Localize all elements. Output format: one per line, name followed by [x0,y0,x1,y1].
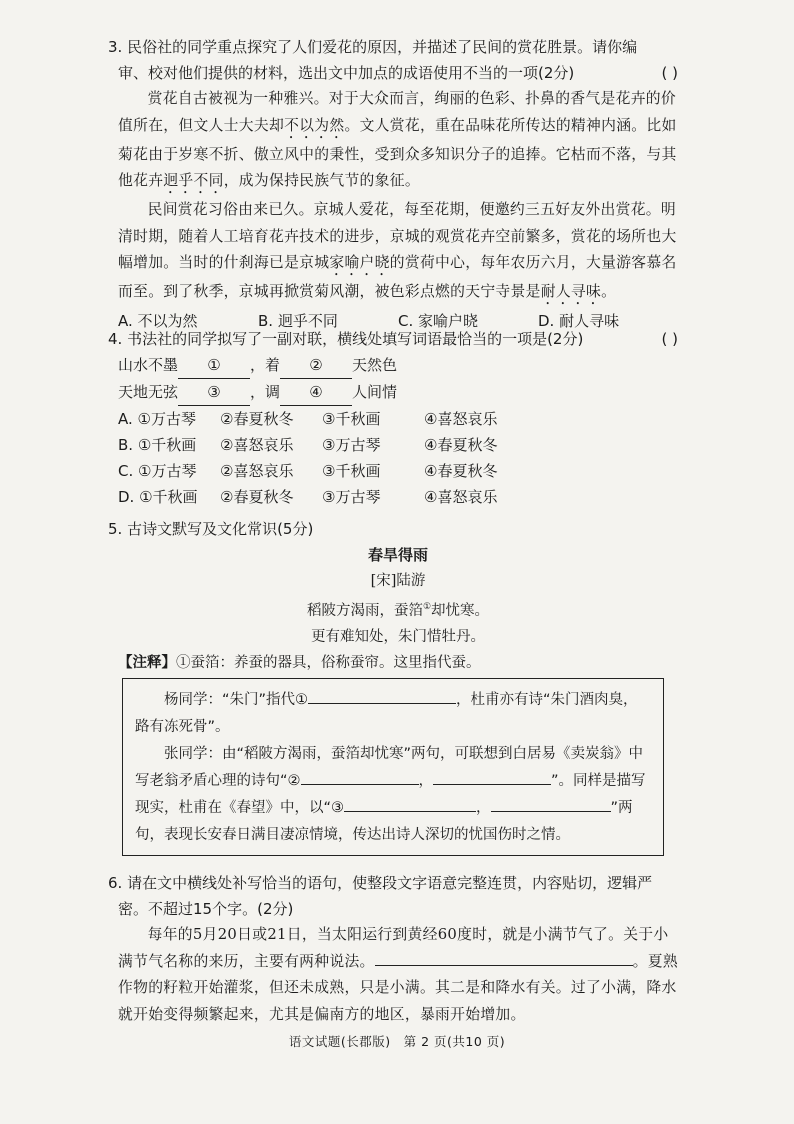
question-5 [108,516,678,676]
option-c[interactable]: C. ①万古琴 ②喜怒哀乐 ③千秋画 ④春夏秋冬 [118,462,498,480]
blank-1: ① [178,352,250,379]
dotted-idiom: 家喻户晓 [329,254,390,271]
answer-box [122,678,664,856]
passage-paragraph: 赏花自古被视为一种雅兴。对于大众而言，绚丽的色彩、扑鼻的香气是花卉的价值所在，但文人士大夫却不以为然。文人赏花，重在品味花所传达的精神内涵。比如菊花由于岁寒不折、傲立风中的秉性，受到众多知识分子的追捧。它枯而不落，与其他花卉迥乎不同，成为保持民族气节的象征。 [118,90,677,189]
option-a[interactable]: A. 不以为然 [118,312,198,330]
dotted-idiom: 耐人寻味 [540,283,602,300]
poem-title: 春旱得雨 [367,546,428,564]
footnote-marker: ① [422,602,432,612]
question-4-stem: ( ) 4. 书法社的同学拟写了一副对联，横线处填写词语最恰当的一项是(2分) [118,326,678,352]
blank-3: ③ [178,379,250,406]
option-b[interactable]: B. 迥乎不同 [258,312,338,330]
poem-author: [宋]陆游 [370,573,426,589]
option-b[interactable]: B. ①千秋画 ②喜怒哀乐 ③万古琴 ④春夏秋冬 [118,436,498,454]
question-4-options [118,406,678,510]
question-3 [108,34,678,334]
passage-paragraph: 民间赏花习俗由来已久。京城人爱花，每至花期，便邀约三五好友外出赏花。明清时期，随着人工培育花卉技术的进步，京城的观赏花卉空前繁多，赏花的场所也大幅增加。当时的什刹海已是京城家喻户晓的赏荷中心，每年农历六月，大量游客慕名而至。到了秋季，京城再掀赏菊风潮，被色彩点燃的天宁寺景是耐人寻味。 [118,201,677,300]
poem-line-2: 更有难知处，朱门惜牡丹。 [311,628,485,645]
poem-line-1: 稻陂方渴雨，蚕箔①却忧寒。 [306,602,490,619]
answer-paren: ( ) [661,64,678,82]
option-a[interactable]: A. ①万古琴 ②春夏秋冬 ③千秋画 ④喜怒哀乐 [118,410,498,428]
fill-blank-2a[interactable] [301,784,419,785]
question-6 [108,870,678,1028]
question-4 [108,326,678,510]
option-c[interactable]: C. 家喻户晓 [398,312,479,330]
note-label: 【注释】 [118,654,176,671]
question-6-stem: 6. 请在文中横线处补写恰当的语句，使整段文字语意完整连贯，内容贴切，逻辑严密。不超过15个字。(2分) [108,874,653,918]
student-yang: 杨同学：“朱门”指代① ，杜甫亦有诗“朱门酒肉臭，路有冻死骨”。 [135,692,638,735]
couplet [118,352,678,406]
blank-2: ② [280,352,352,379]
dotted-idiom: 不以为然 [284,116,345,134]
question-3-passage [118,86,678,308]
couplet-line-2: 天地无弦 ③ ，调 ④ 人间情 [118,379,678,406]
fill-blank-q6[interactable] [375,965,633,966]
dotted-idiom: 迥乎不同 [163,172,224,189]
poem-note: 【注释】①蚕箔：养蚕的器具，俗称蚕帘。这里指代蚕。 [118,654,481,671]
option-d[interactable]: D. ①千秋画 ②春夏秋冬 ③万古琴 ④喜怒哀乐 [118,488,498,506]
page-footer: 语文试题(长郡版) 第 2 页(共10 页) [288,1034,506,1049]
couplet-line-1: 山水不墨 ① ，着 ② 天然色 [118,352,678,379]
passage-paragraph: 每年的5月20日或21日，当太阳运行到黄经60度时，就是小满节气了。关于小满节气名称的来历，主要有两种说法。 。夏熟作物的籽粒开始灌浆，但还未成熟，只是小满。其二是和降水有关。过了小满，降水就开始变得频繁起来，尤其是偏南方的地区，暴雨开始增加。 [118,926,678,1023]
question-6-passage [118,922,678,1028]
poem [118,542,678,650]
fill-blank-1[interactable] [308,703,456,704]
question-3-stem: ( ) 3. 民俗社的同学重点探究了人们爱花的原因，并描述了民间的赏花胜景。请你编审、校对他们提供的材料，选出文中加点的成语使用不当的一项(2分) [118,34,678,86]
answer-paren: ( ) [661,330,678,348]
blank-4: ④ [280,379,352,406]
fill-blank-3a[interactable] [344,811,476,812]
student-zhang: 张同学：由“稻陂方渴雨，蚕箔却忧寒”两句，可联想到白居易《卖炭翁》中写老翁矛盾心理的诗句“② ， ”。同样是描写现实，杜甫在《春望》中，以“③ ， ”两句，表现长安春日满目凄凉情境，传达出诗人深切的忧国伤时之情。 [135,746,646,843]
question-5-stem: 5. 古诗文默写及文化常识(5分) [108,520,314,538]
option-d[interactable]: D. 耐人寻味 [538,312,620,330]
fill-blank-2b[interactable] [433,784,551,785]
fill-blank-3b[interactable] [491,811,611,812]
